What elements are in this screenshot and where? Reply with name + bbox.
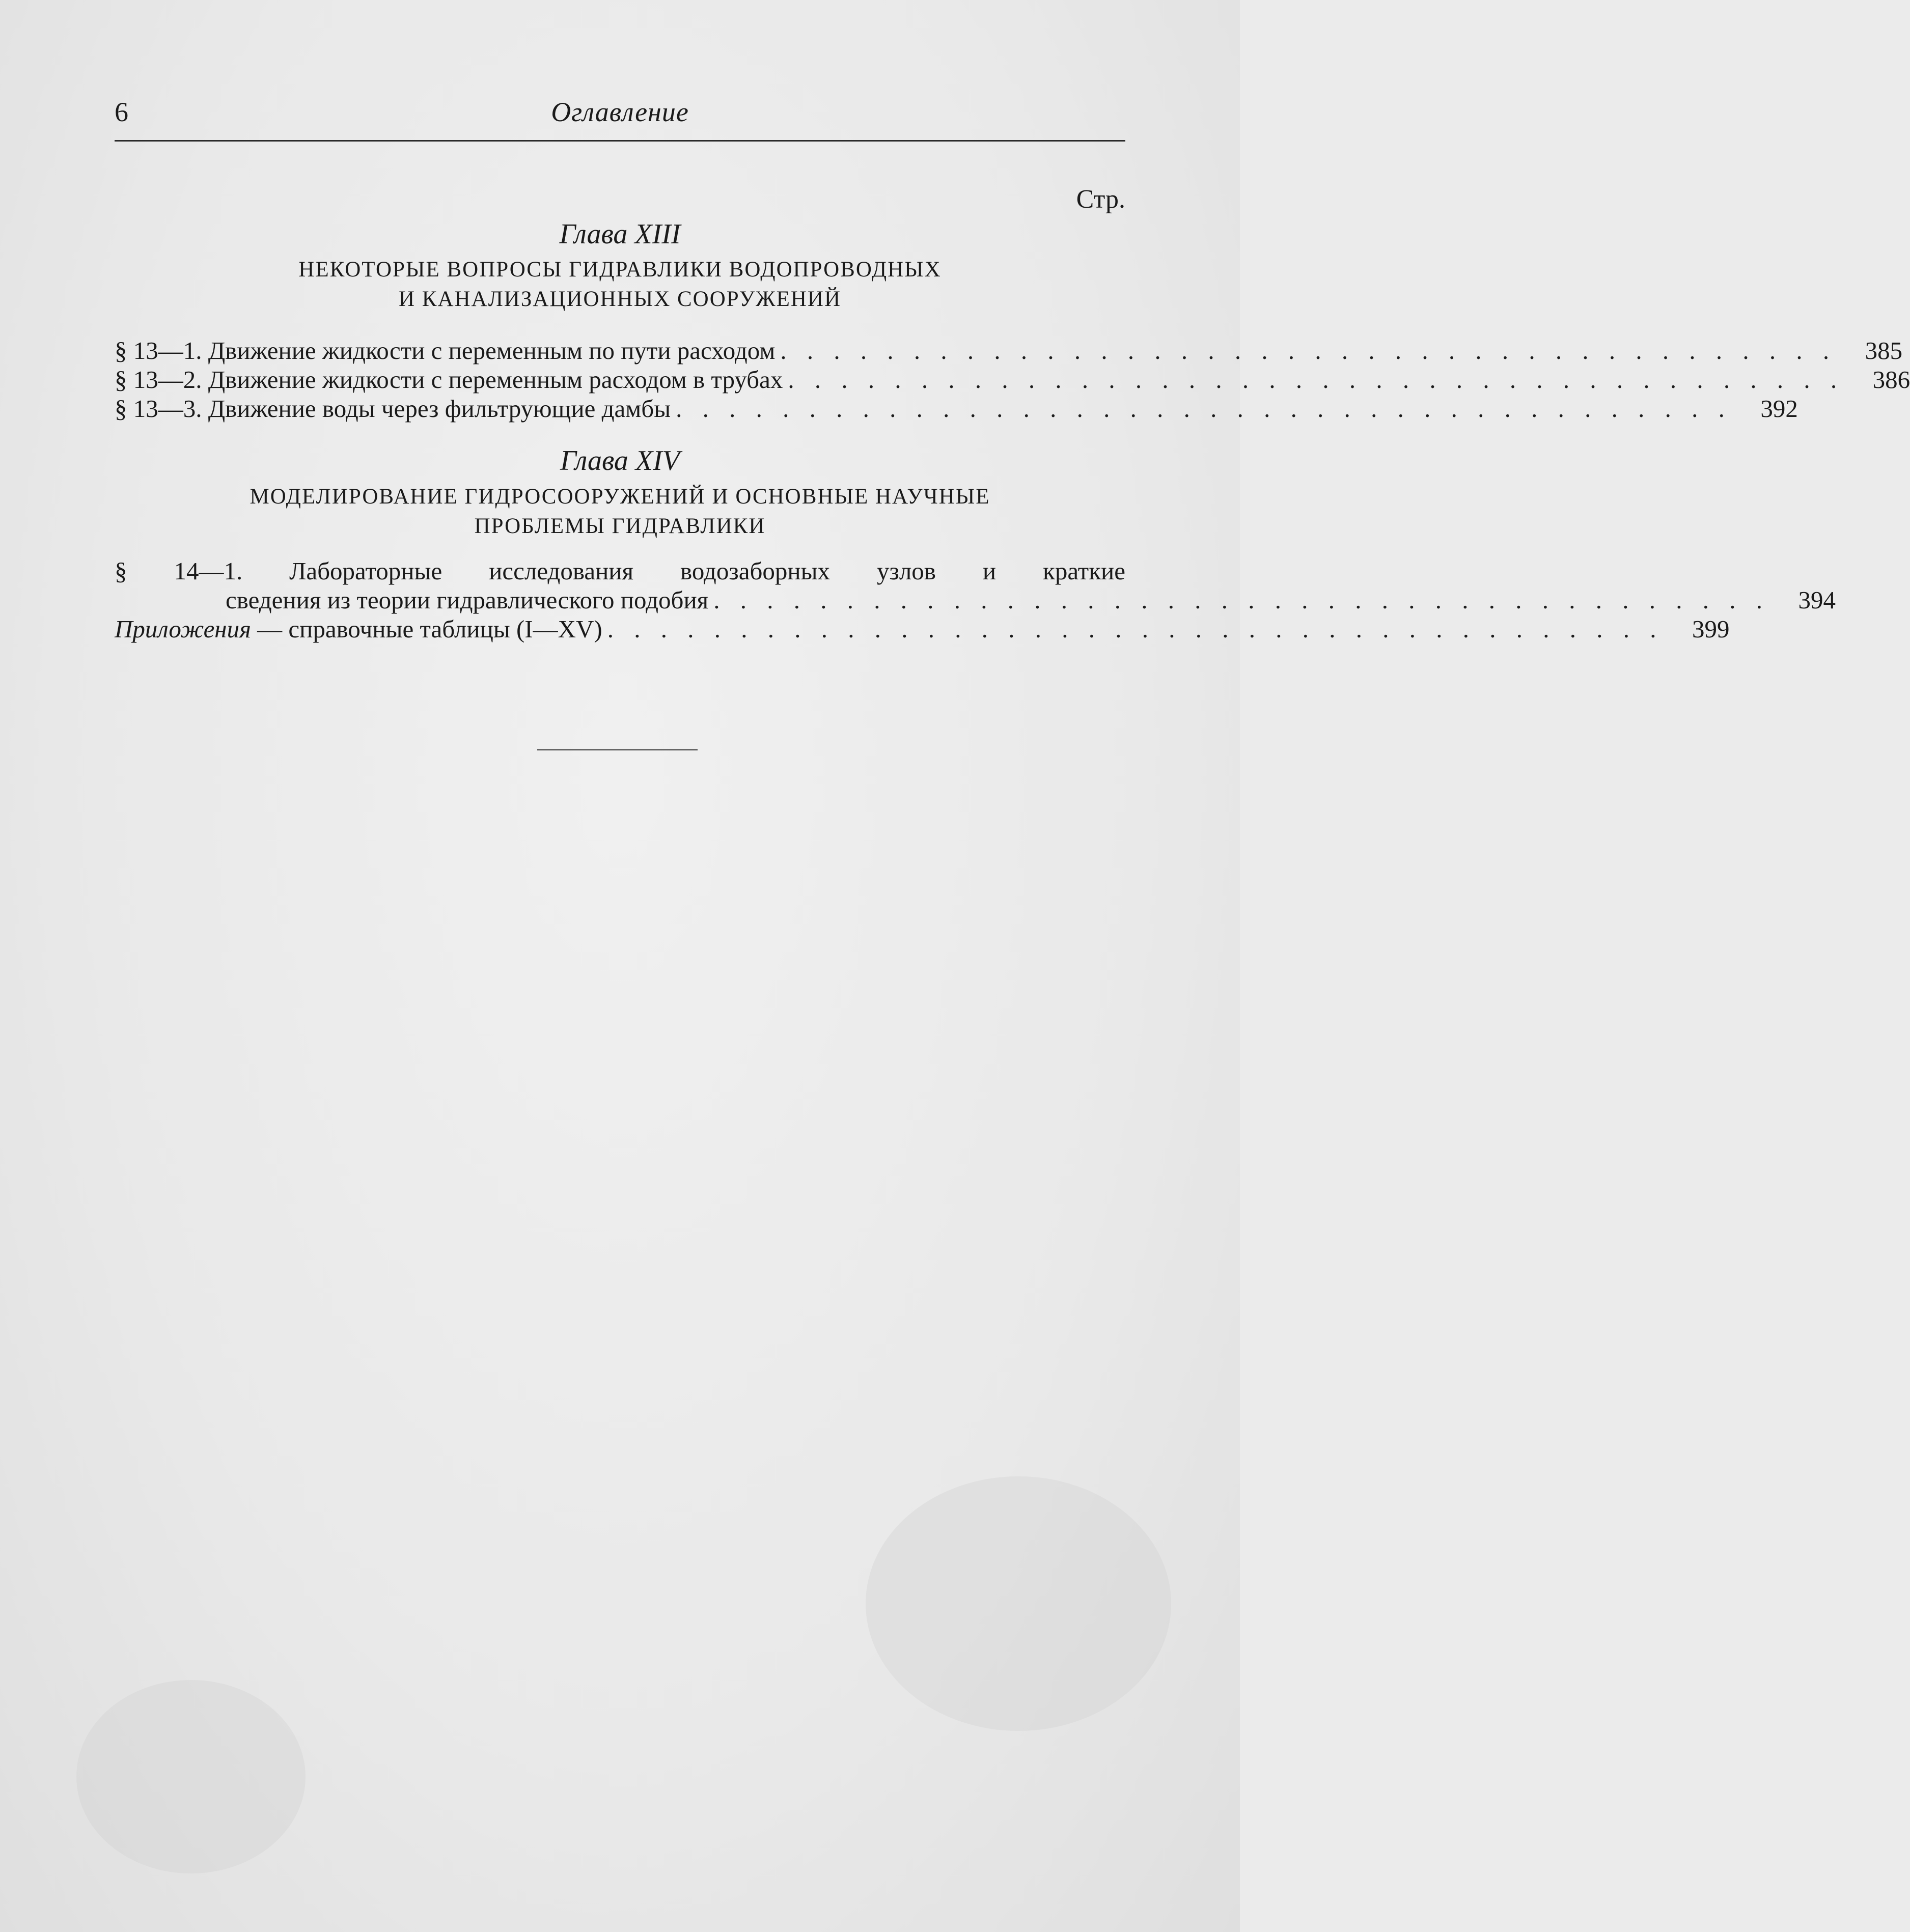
dot-leader: . . . . . . . . . . . . . . . . . . . . . . . . . . . . . . . . . . . . . . . . <box>607 615 1664 643</box>
paper-stain <box>866 1476 1171 1731</box>
appendix-label: Приложения <box>115 615 251 643</box>
toc-entry[interactable] <box>115 336 1903 366</box>
toc-page-number: 394 <box>1798 586 1836 614</box>
running-title: Оглавление <box>551 97 689 127</box>
toc-entry-text: § 13—2. Движение жидкости с переменным расходом в трубах <box>115 366 783 394</box>
dot-leader: . . . . . . . . . . . . . . . . . . . . . . . . . . . . . . . . . . . . . . . . <box>788 366 1844 394</box>
dot-leader: . . . . . . . . . . . . . . . . . . . . . . . . . . . . . . . . . . . . . . . . <box>713 586 1769 614</box>
page-number: 6 <box>115 97 128 127</box>
page-column-label: Стр. <box>1076 185 1125 214</box>
header-rule <box>115 140 1125 142</box>
paper-stain <box>76 1680 306 1873</box>
toc-entry[interactable] <box>115 585 1836 615</box>
appendix-text: — справочные таблицы (I—XV) <box>251 615 602 643</box>
toc-entry-text[interactable]: § 14—1. Лабораторные исследования водозаборных узлов и краткие <box>115 557 1125 585</box>
chapter-subtitle-line: ПРОБЛЕМЫ ГИДРАВЛИКИ <box>474 514 766 538</box>
toc-entry-appendix[interactable] <box>115 614 1730 644</box>
toc-entry-text-continued: сведения из теории гидравлического подобия <box>226 586 709 614</box>
closing-rule <box>537 749 698 750</box>
toc-page-number: 399 <box>1692 615 1730 643</box>
chapter-subtitle-line: НЕКОТОРЫЕ ВОПРОСЫ ГИДРАВЛИКИ ВОДОПРОВОДНЫХ <box>298 258 942 282</box>
toc-page-number: 392 <box>1760 395 1798 423</box>
dot-leader: . . . . . . . . . . . . . . . . . . . . . . . . . . . . . . . . . . . . . . . . <box>780 337 1837 365</box>
toc-entry-text: § 13—1. Движение жидкости с переменным по пути расходом <box>115 337 776 365</box>
toc-entry-text: § 13—3. Движение воды через фильтрующие дамбы <box>115 395 671 423</box>
running-head <box>115 94 1125 140</box>
toc-page-number: 385 <box>1865 337 1903 365</box>
chapter-title: Глава XIV <box>560 445 680 477</box>
chapter-subtitle-line: МОДЕЛИРОВАНИЕ ГИДРОСООРУЖЕНИЙ И ОСНОВНЫЕ НАУЧНЫЕ <box>250 485 990 509</box>
chapter-title: Глава XIII <box>559 218 681 250</box>
chapter-subtitle-line: И КАНАЛИЗАЦИОННЫХ СООРУЖЕНИЙ <box>398 287 842 311</box>
dot-leader: . . . . . . . . . . . . . . . . . . . . . . . . . . . . . . . . . . . . . . . . <box>676 395 1732 423</box>
toc-entry[interactable] <box>115 394 1798 424</box>
toc-entry[interactable] <box>115 365 1910 395</box>
toc-page-number: 386 <box>1872 366 1910 394</box>
